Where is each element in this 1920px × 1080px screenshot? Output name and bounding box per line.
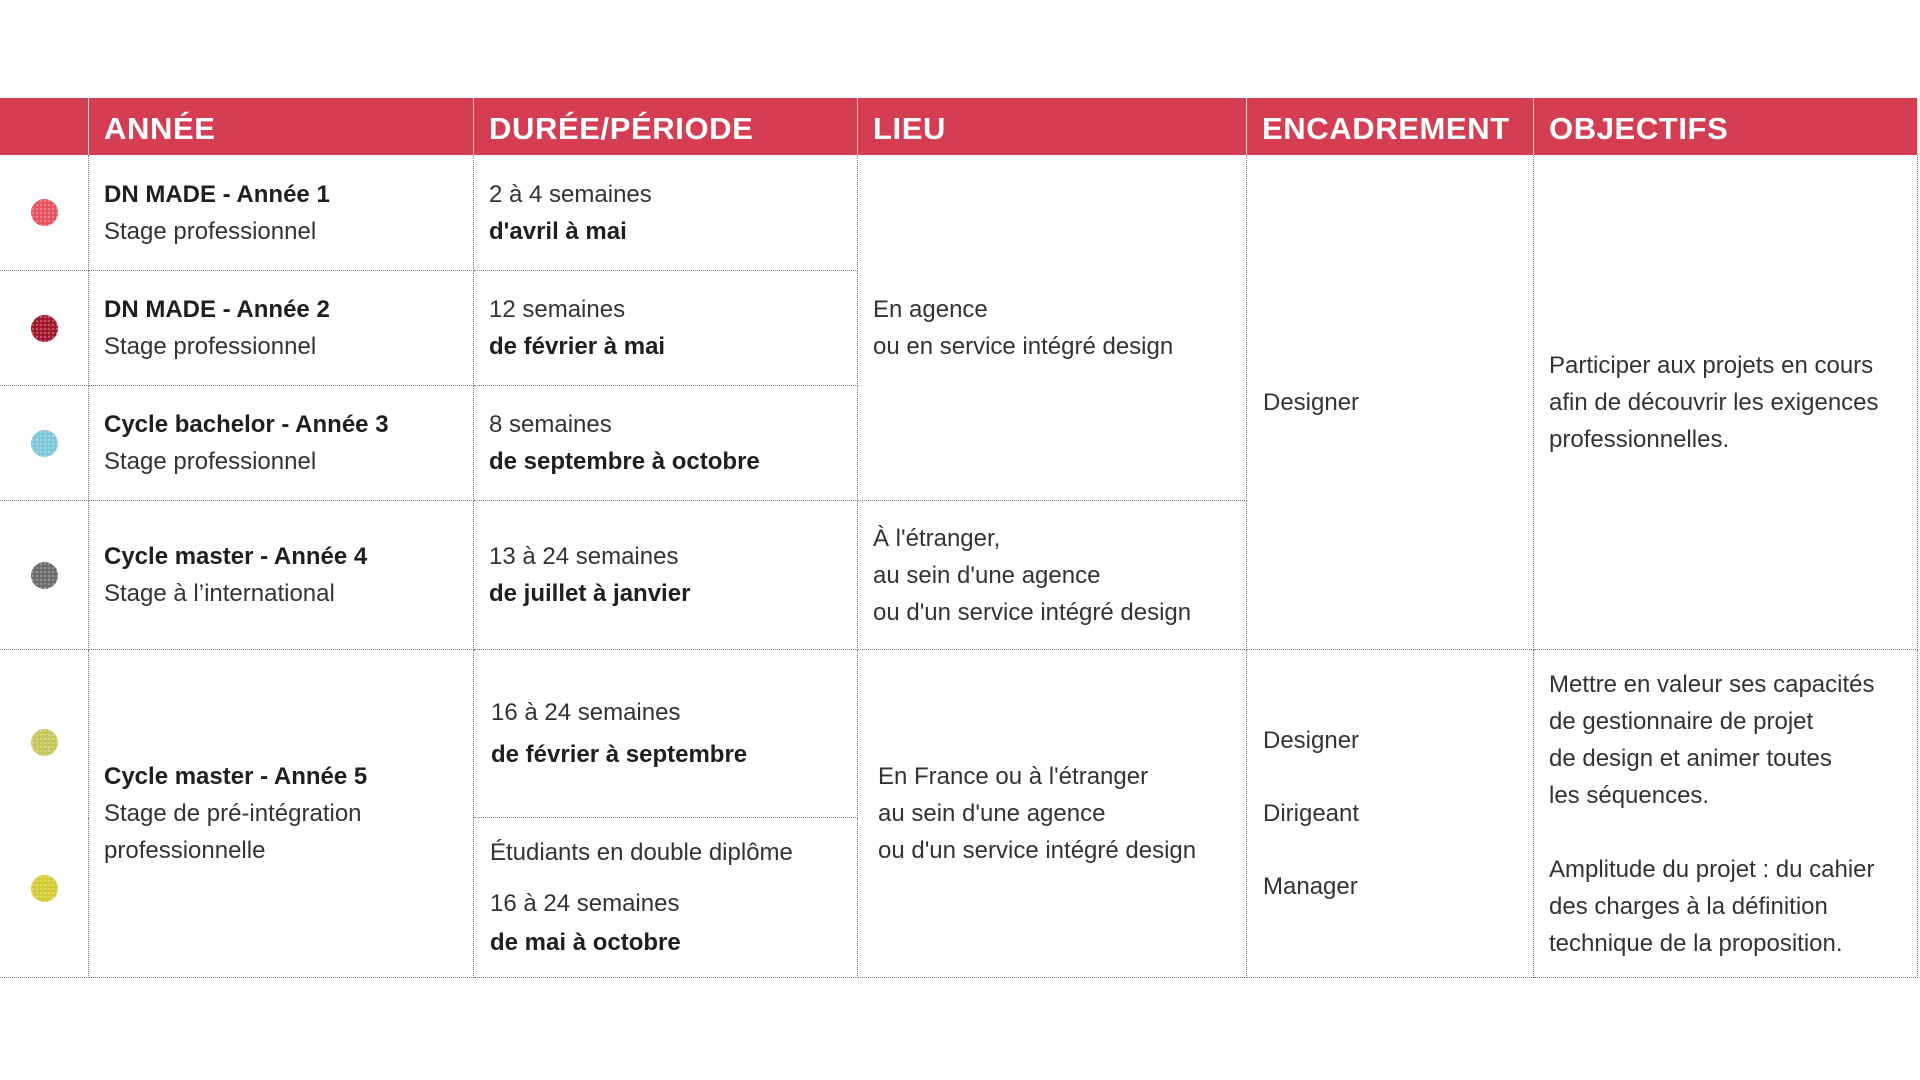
year-subtitle: Stage professionnel (104, 217, 317, 245)
supervision-line: Designer (1263, 388, 1360, 416)
supervision-cell (1247, 155, 1534, 650)
year-title: DN MADE - Année 2 (104, 296, 330, 323)
header-dot-column (0, 98, 89, 155)
objectives-cell (1534, 155, 1918, 650)
duration-cell (474, 501, 858, 650)
paragraph-gap (1549, 814, 1917, 851)
objectives-line: professionnelles. (1549, 425, 1730, 453)
location-cell (858, 501, 1247, 650)
duration-text: 2 à 4 semaines (489, 180, 652, 208)
location-cell (858, 650, 1247, 978)
objectives-line: de design et animer toutes (1549, 744, 1832, 772)
year-subtitle: professionnelle (104, 837, 266, 864)
year-cell (89, 271, 474, 386)
supervision-line: Manager (1263, 873, 1358, 900)
year-subtitle: Stage professionnel (104, 448, 317, 475)
year-subtitle: Stage de pré-intégration (104, 800, 362, 827)
duration-text: 13 à 24 semaines (489, 543, 679, 570)
year-cell (89, 155, 474, 271)
objectives-line: Amplitude du projet : du cahier (1549, 855, 1875, 883)
year-title: Cycle bachelor - Année 3 (104, 411, 389, 438)
duration-cell (474, 155, 858, 271)
year-title: Cycle master - Année 5 (104, 763, 368, 790)
year-color-dot (31, 875, 58, 902)
dot-cell (0, 818, 89, 978)
year-cell (89, 501, 474, 650)
objectives-line: Participer aux projets en cours (1549, 351, 1874, 379)
location-line: au sein d'une agence (873, 561, 1101, 589)
duration-cell (474, 271, 858, 386)
location-line: ou d'un service intégré design (873, 598, 1192, 626)
location-line: En agence (873, 295, 988, 323)
year-cell (89, 650, 474, 978)
year-subtitle: Stage à l’international (104, 580, 335, 607)
location-line: ou en service intégré design (873, 332, 1174, 360)
period-text: d'avril à mai (489, 217, 627, 245)
duration-cell (474, 386, 858, 501)
objectives-line: technique de la proposition. (1549, 929, 1843, 957)
year-title: Cycle master - Année 4 (104, 543, 368, 570)
duration-note: Étudiants en double diplôme (490, 839, 793, 866)
duration-text: 8 semaines (489, 411, 612, 438)
year-cell (89, 386, 474, 501)
internship-table (0, 98, 1918, 978)
period-text: de mai à octobre (490, 929, 681, 956)
period-text: de février à mai (489, 333, 666, 360)
location-line: ou d'un service intégré design (878, 837, 1197, 864)
location-line: À l'étranger, (873, 524, 1001, 552)
duration-cell (474, 650, 858, 818)
dot-cell (0, 271, 89, 386)
year-subtitle: Stage professionnel (104, 333, 317, 360)
objectives-cell (1534, 650, 1918, 978)
objectives-line: des charges à la définition (1549, 892, 1828, 920)
year-color-dot (31, 562, 58, 589)
duration-text: 16 à 24 semaines (491, 698, 681, 726)
year-color-dot (31, 199, 58, 226)
supervision-line: Designer (1263, 727, 1360, 754)
duration-text: 16 à 24 semaines (490, 890, 680, 917)
supervision-line: Dirigeant (1263, 800, 1360, 827)
year-color-dot (31, 315, 58, 342)
period-text: de septembre à octobre (489, 448, 760, 475)
header-lieu: LIEU (858, 98, 1247, 155)
supervision-cell (1247, 650, 1534, 978)
dot-cell (0, 650, 89, 818)
year-color-dot (31, 430, 58, 457)
location-line: En France ou à l'étranger (878, 763, 1149, 790)
year-title: DN MADE - Année 1 (104, 180, 330, 208)
dot-cell (0, 386, 89, 501)
period-text: de février à septembre (491, 740, 748, 768)
location-line: au sein d'une agence (878, 800, 1106, 827)
dot-cell (0, 501, 89, 650)
header-annee: ANNÉE (89, 98, 474, 155)
header-objectifs: OBJECTIFS (1534, 98, 1918, 155)
objectives-line: Mettre en valeur ses capacités (1549, 670, 1875, 698)
dot-cell (0, 155, 89, 271)
objectives-line: de gestionnaire de projet (1549, 707, 1814, 735)
period-text: de juillet à janvier (489, 580, 691, 607)
objectives-line: les séquences. (1549, 781, 1710, 809)
header-duree-periode: DURÉE/PÉRIODE (474, 98, 858, 155)
duration-cell (474, 818, 858, 978)
duration-text: 12 semaines (489, 296, 626, 323)
header-encadrement: ENCADREMENT (1247, 98, 1534, 155)
objectives-line: afin de découvrir les exigences (1549, 388, 1879, 416)
year-color-dot (31, 729, 58, 756)
location-cell (858, 155, 1247, 501)
